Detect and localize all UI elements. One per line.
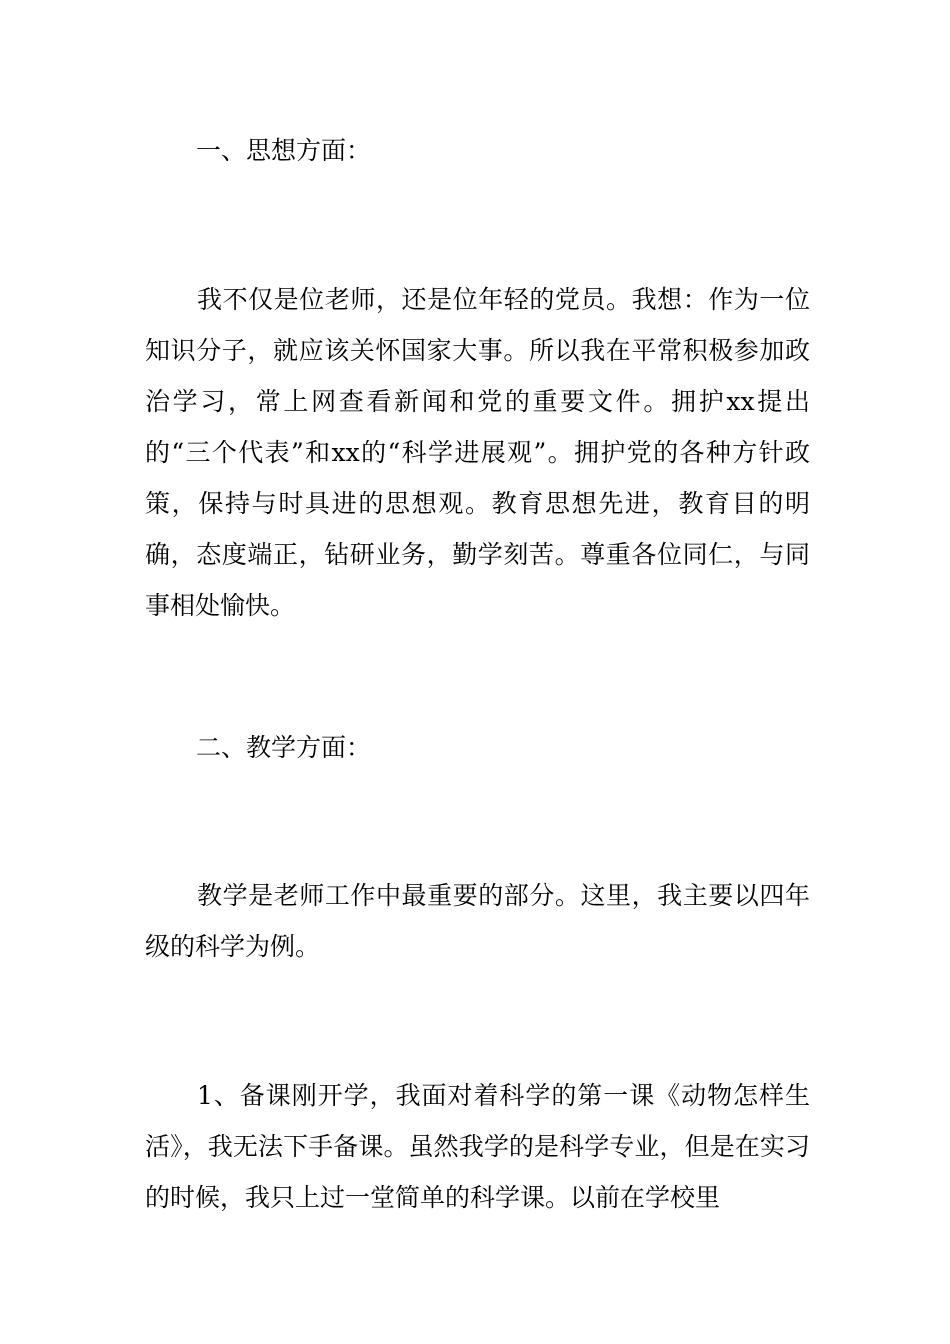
paragraph-thought: 我不仅是位老师，还是位年轻的党员。我想：作为一位知识分子，就应该关怀国家大事。所以我在平常积极参加政治学习，常上网查看新闻和党的重要文件。拥护xx提出的“三个代表”和xx的“科学进展观”。拥护党的各种方针政策，保持与时具进的思想观。教育思想先进，教育目的明确，态度端正，钻研业务，勤学刻苦。尊重各位同仁，与同事相处愉快。 <box>145 285 810 620</box>
section-heading-teaching: 二、教学方面： <box>196 733 372 762</box>
section-heading-thought: 一、思想方面： <box>196 136 372 165</box>
paragraph-teaching-intro: 教学是老师工作中最重要的部分。这里，我主要以四年级的科学为例。 <box>145 881 810 961</box>
paragraph-lesson-prep: 1、备课刚开学，我面对着科学的第一课《动物怎样生活》，我无法下手备课。虽然我学的是科学专业，但是在实习的时候，我只上过一堂简单的科学课。以前在学校里 <box>145 1081 810 1212</box>
